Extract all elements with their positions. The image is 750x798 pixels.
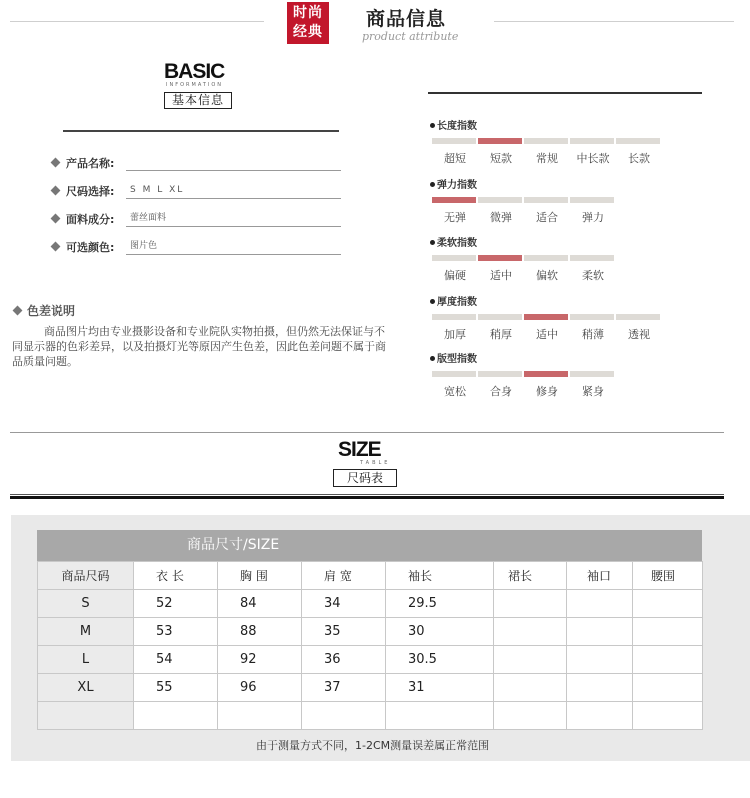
index-option: 宽松 — [444, 385, 466, 398]
diamond-bullet-icon — [51, 186, 61, 196]
index-option: 无弹 — [444, 211, 466, 224]
field-value: S M L XL — [126, 183, 341, 199]
column-header: 肩 宽 — [302, 562, 386, 590]
index-option: 紧身 — [582, 385, 604, 398]
index-option: 修身 — [536, 385, 558, 398]
index-title — [430, 353, 730, 367]
table-cell: 54 — [134, 646, 218, 674]
size-divider-top — [10, 432, 724, 433]
size-table-grid — [37, 561, 703, 730]
index-title-text: 柔软指数 — [437, 238, 477, 249]
index-bar — [478, 197, 522, 203]
index-bars — [432, 255, 730, 261]
header-divider-right — [494, 21, 734, 22]
table-cell: 31 — [386, 674, 494, 702]
table-cell: 36 — [302, 646, 386, 674]
header-badge — [287, 2, 329, 44]
diamond-bullet-icon — [51, 214, 61, 224]
column-header: 腰围 — [633, 562, 703, 590]
index-bar — [570, 138, 614, 144]
table-cell — [38, 702, 134, 730]
index-bar — [478, 255, 522, 261]
color-diff-body: 商品图片均由专业摄影设备和专业院队实物拍摄，但仍然无法保证与不同显示器的色彩差异，以及拍摄灯光等原因产生色差，因此色差问题不属于商品质量问题。 — [12, 325, 386, 368]
index-bar — [570, 197, 614, 203]
table-cell: XL — [38, 674, 134, 702]
header-divider-left — [10, 21, 264, 22]
table-cell: 55 — [134, 674, 218, 702]
index-title — [430, 296, 730, 310]
bullet-dot-icon — [430, 240, 435, 245]
index-bar — [432, 371, 476, 377]
table-cell — [633, 702, 703, 730]
index-labels — [432, 326, 730, 342]
field-label: 可选颜色: — [66, 241, 115, 254]
index-option: 柔软 — [582, 269, 604, 282]
table-cell — [633, 618, 703, 646]
bullet-dot-icon — [430, 123, 435, 128]
index-option: 适合 — [536, 211, 558, 224]
table-cell — [494, 674, 567, 702]
index-title — [430, 179, 730, 193]
table-cell — [633, 590, 703, 618]
table-cell — [494, 590, 567, 618]
index-option: 中长款 — [576, 152, 610, 165]
table-cell — [567, 590, 633, 618]
index-bar — [478, 371, 522, 377]
index-option: 微弹 — [490, 211, 512, 224]
size-subtitle: TABLE — [360, 460, 391, 466]
page-subtitle: product attribute — [362, 30, 459, 43]
table-cell: 88 — [218, 618, 302, 646]
bullet-dot-icon — [430, 356, 435, 361]
field-color — [52, 239, 342, 257]
table-cell: 96 — [218, 674, 302, 702]
index-bar — [616, 314, 660, 320]
field-size-choice — [52, 183, 342, 201]
index-bar — [432, 138, 476, 144]
table-cell: M — [38, 618, 134, 646]
field-fabric — [52, 211, 342, 229]
table-cell — [567, 674, 633, 702]
index-elasticity — [430, 179, 730, 225]
size-table-note: 由于测量方式不同，1-2CM测量误差属正常范围 — [256, 739, 490, 752]
index-title-text: 版型指数 — [437, 354, 477, 365]
bullet-dot-icon — [430, 182, 435, 187]
field-value: 蕾丝面料 — [126, 211, 341, 227]
index-bar — [524, 371, 568, 377]
column-header: 商品尺码 — [38, 562, 134, 590]
bullet-dot-icon — [430, 299, 435, 304]
table-row — [38, 674, 703, 702]
field-label: 面料成分: — [66, 213, 115, 226]
diamond-bullet-icon — [13, 306, 23, 316]
index-bar — [478, 314, 522, 320]
table-cell: 92 — [218, 646, 302, 674]
index-thickness — [430, 296, 730, 342]
basic-cn-label: 基本信息 — [164, 92, 232, 109]
table-row — [38, 618, 703, 646]
index-bar — [524, 255, 568, 261]
index-option: 长款 — [628, 152, 650, 165]
table-cell: 29.5 — [386, 590, 494, 618]
index-bar — [524, 314, 568, 320]
table-cell: 34 — [302, 590, 386, 618]
table-cell: 35 — [302, 618, 386, 646]
index-labels — [432, 267, 730, 283]
badge-line-2: 经典 — [293, 24, 323, 40]
field-label: 产品名称: — [66, 157, 115, 170]
table-cell — [494, 702, 567, 730]
index-title-text: 厚度指数 — [437, 297, 477, 308]
table-cell: 53 — [134, 618, 218, 646]
size-table — [37, 530, 702, 730]
index-bar — [432, 255, 476, 261]
field-label: 尺码选择: — [66, 185, 115, 198]
table-cell — [633, 674, 703, 702]
table-cell: 52 — [134, 590, 218, 618]
index-length — [430, 120, 730, 166]
table-cell — [567, 702, 633, 730]
index-option: 弹力 — [582, 211, 604, 224]
table-cell — [302, 702, 386, 730]
index-labels — [432, 383, 730, 399]
index-bars — [432, 138, 730, 144]
index-bar — [570, 371, 614, 377]
basic-title: BASIC — [164, 60, 225, 83]
index-bars — [432, 197, 730, 203]
index-bar — [432, 314, 476, 320]
table-cell — [567, 646, 633, 674]
column-header: 衣 长 — [134, 562, 218, 590]
table-cell — [633, 646, 703, 674]
index-option: 稍薄 — [582, 328, 604, 341]
table-header-row — [38, 562, 703, 590]
table-cell: S — [38, 590, 134, 618]
index-labels — [432, 209, 730, 225]
field-product-name — [52, 155, 342, 173]
table-cell — [494, 618, 567, 646]
index-option: 稍厚 — [490, 328, 512, 341]
table-row — [38, 590, 703, 618]
size-cn-label: 尺码表 — [333, 469, 397, 487]
index-option: 加厚 — [444, 328, 466, 341]
table-cell: 30.5 — [386, 646, 494, 674]
index-bar — [524, 197, 568, 203]
index-option: 适中 — [536, 328, 558, 341]
diamond-bullet-icon — [51, 158, 61, 168]
color-diff-title: 色差说明 — [27, 304, 76, 318]
diamond-bullet-icon — [51, 242, 61, 252]
index-bar — [524, 138, 568, 144]
index-option: 合身 — [490, 385, 512, 398]
index-option: 常规 — [536, 152, 558, 165]
table-cell — [494, 646, 567, 674]
index-option: 超短 — [444, 152, 466, 165]
column-header: 袖口 — [567, 562, 633, 590]
index-option: 偏硬 — [444, 269, 466, 282]
badge-line-1: 时尚 — [293, 5, 323, 21]
index-bar — [616, 138, 660, 144]
index-option: 透视 — [628, 328, 650, 341]
index-labels — [432, 150, 730, 166]
index-divider — [428, 92, 702, 94]
size-divider-thin — [10, 494, 724, 495]
color-diff-heading — [14, 302, 75, 319]
index-bar — [432, 197, 476, 203]
table-cell: L — [38, 646, 134, 674]
table-cell: 37 — [302, 674, 386, 702]
table-cell: 84 — [218, 590, 302, 618]
index-option: 适中 — [490, 269, 512, 282]
index-title — [430, 237, 730, 251]
index-bar — [478, 138, 522, 144]
size-title: SIZE — [338, 438, 381, 461]
column-header: 胸 围 — [218, 562, 302, 590]
size-divider-thick — [10, 496, 724, 499]
index-option: 短款 — [490, 152, 512, 165]
column-header: 袖长 — [386, 562, 494, 590]
index-softness — [430, 237, 730, 283]
field-value — [126, 155, 341, 171]
index-bars — [432, 371, 730, 377]
index-option: 偏软 — [536, 269, 558, 282]
basic-subtitle: INFORMATION — [166, 82, 224, 88]
index-fit — [430, 353, 730, 399]
table-cell: 30 — [386, 618, 494, 646]
table-row — [38, 646, 703, 674]
page-title: 商品信息 — [366, 8, 447, 30]
index-bars — [432, 314, 730, 320]
index-bar — [570, 255, 614, 261]
column-header: 裙长 — [494, 562, 567, 590]
index-title-text: 长度指数 — [437, 121, 477, 132]
index-title — [430, 120, 730, 134]
basic-divider — [63, 130, 339, 132]
table-cell — [218, 702, 302, 730]
table-row — [38, 702, 703, 730]
index-bar — [570, 314, 614, 320]
table-cell — [134, 702, 218, 730]
table-cell — [386, 702, 494, 730]
table-cell — [567, 618, 633, 646]
index-title-text: 弹力指数 — [437, 180, 477, 191]
field-value: 图片色 — [126, 239, 341, 255]
size-table-heading: 商品尺寸/SIZE — [37, 530, 702, 561]
